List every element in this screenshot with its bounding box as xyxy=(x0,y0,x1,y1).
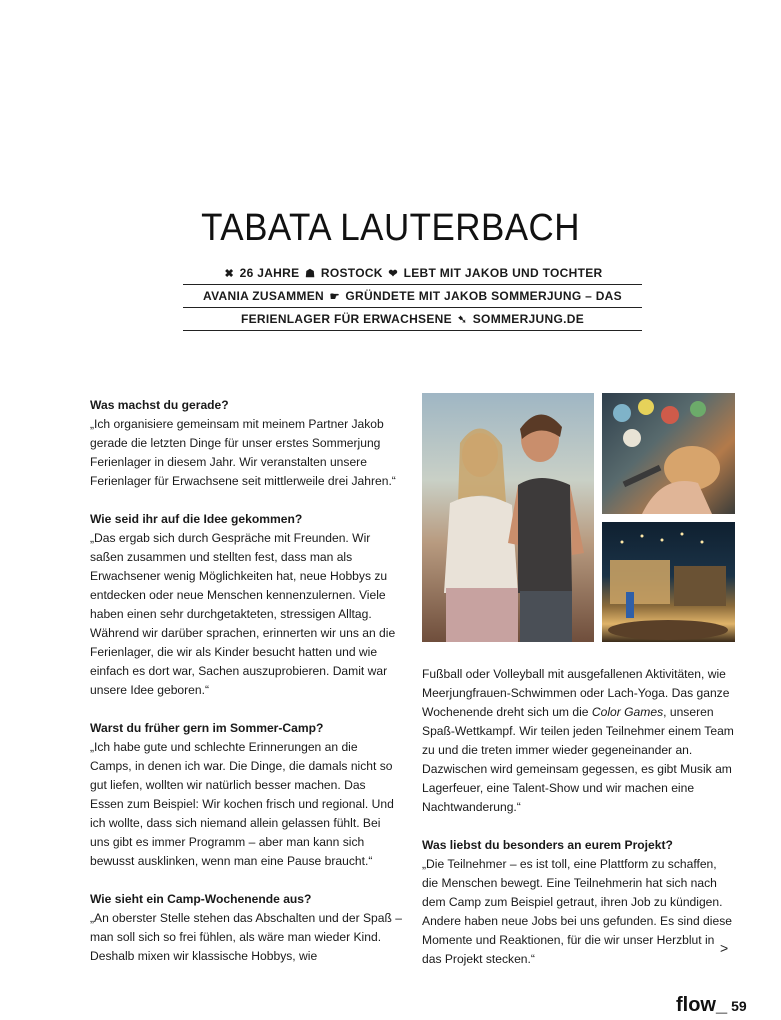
cursor-arrow-icon: ➷ xyxy=(457,314,468,326)
interview-column-right xyxy=(422,665,734,988)
campfire-stage-photo xyxy=(602,522,735,642)
answer-continuation xyxy=(422,665,734,817)
fact-family: LEBT MIT JAKOB UND TOCHTER xyxy=(403,266,603,280)
magazine-logo: flow xyxy=(676,994,716,1016)
page-number: 59 xyxy=(731,998,747,1014)
painting-hands-photo xyxy=(602,393,735,514)
answer: „Das ergab sich durch Gespräche mit Freunden. Wir saßen zusammen und stellten fest, dass man als Erwachsener wenig Möglichkeiten hat, neue Hobbys zu entdecken oder neue Menschen kennenzulernen. Viele haben einen sehr durchgetakteten, stressigen Alltag. Während wir darüber sprachen, erinnerten wir uns an die Ferienlager, die wir als Kinder besucht hatten und wie einfach es dort war, Sachen auszuprobieren. Damit war unsere Idee geboren.“ xyxy=(90,531,396,697)
answer: „Ich organisiere gemeinsam mit meinem Partner Jakob gerade die letzten Dinge für unser erstes Sommerjung Ferienlager in diesem Jahr. Wir veranstalten unsere Ferienlager für Erwachsene seit mittlerweile drei Jahren.“ xyxy=(90,417,396,488)
fact-family-cont: AVANIA ZUSAMMEN xyxy=(203,289,324,303)
answer: „Ich habe gute und schlechte Erinnerungen an die Camps, in denen ich war. Die Dinge, die damals nicht so gut liefen, wollten wir natürlich besser machen. Das Essen zum Beispiel: Wir kochen frisch und regional. Und ich wollte, dass sich niemand allein gelassen fühlt. Bei uns gibt es immer Programm – aber man kann sich bewusst ausklinken, wenn man eine Pause braucht.“ xyxy=(90,740,394,868)
fact-founded-cont: FERIENLAGER FÜR ERWACHSENE xyxy=(241,312,452,326)
color-games-term: Color Games xyxy=(591,705,664,719)
pointing-hand-icon: ☛ xyxy=(329,291,340,303)
fact-line-2 xyxy=(183,285,642,308)
footer-separator: _ xyxy=(716,994,728,1016)
question: Was machst du gerade? xyxy=(90,398,229,412)
page-title: TABATA LAUTERBACH xyxy=(201,207,580,249)
fact-founded: GRÜNDETE MIT JAKOB SOMMERJUNG – DAS xyxy=(345,289,622,303)
answer: „Die Teilnehmer – es ist toll, eine Plattform zu schaffen, die Menschen bewegt. Eine Teilnehmerin hat sich nach dem Camp zum Beispiel getraut, ihren Job zu kündigen. Andere haben neue Jobs bei uns gefunden. Es sind diese Momente und Reaktionen, für die wir unser Herzblut in das Projekt stecken.“ xyxy=(422,857,732,966)
fact-city: ROSTOCK xyxy=(320,266,383,280)
question: Was liebst du besonders an eurem Projekt? xyxy=(422,838,673,852)
home-icon: ☗ xyxy=(305,268,316,280)
question: Wie sieht ein Camp-Wochenende aus? xyxy=(90,892,312,906)
continuation-text: Fußball oder Volleyball mit ausgefallenen Aktivitäten, wie Meerjungfrauen-Schwimmen oder Lach-Yoga. Das ganze Wochenende dreht sich um die xyxy=(422,667,730,719)
fact-line-1 xyxy=(183,262,642,285)
question: Warst du früher gern im Sommer-Camp? xyxy=(90,721,324,735)
question: Wie seid ihr auf die Idee gekommen? xyxy=(90,512,303,526)
paint-illustration xyxy=(602,393,735,514)
heart-icon: ❤ xyxy=(388,268,398,280)
fact-website-link[interactable]: SOMMERJUNG.DE xyxy=(472,312,584,326)
cross-icon: ✖ xyxy=(224,268,235,280)
interview-column-left xyxy=(90,396,402,985)
page-footer xyxy=(676,994,747,1017)
profile-facts xyxy=(183,262,642,331)
continuation-text-end: , unseren Spaß-Wettkampf. Wir teilen jeden Teilnehmer einem Team zu und die treten immer wieder gegeneinander an. Dazwischen wird gemeinsam gegessen, es gibt Musik am Lagerfeuer, eine Talent-Show und wir machen eine Nachtwanderung.“ xyxy=(422,705,734,814)
answer: „An oberster Stelle stehen das Abschalten und der Spaß – man soll sich so frei fühlen, als wäre man wieder Kind. Deshalb mixen wir klassische Hobbys, wie xyxy=(90,911,402,963)
fact-age: 26 JAHRE xyxy=(239,266,300,280)
couple-illustration xyxy=(422,393,594,642)
continue-arrow-icon: > xyxy=(720,940,729,956)
camp-illustration xyxy=(602,522,735,642)
couple-photo xyxy=(422,393,594,642)
fact-line-3 xyxy=(183,308,642,331)
